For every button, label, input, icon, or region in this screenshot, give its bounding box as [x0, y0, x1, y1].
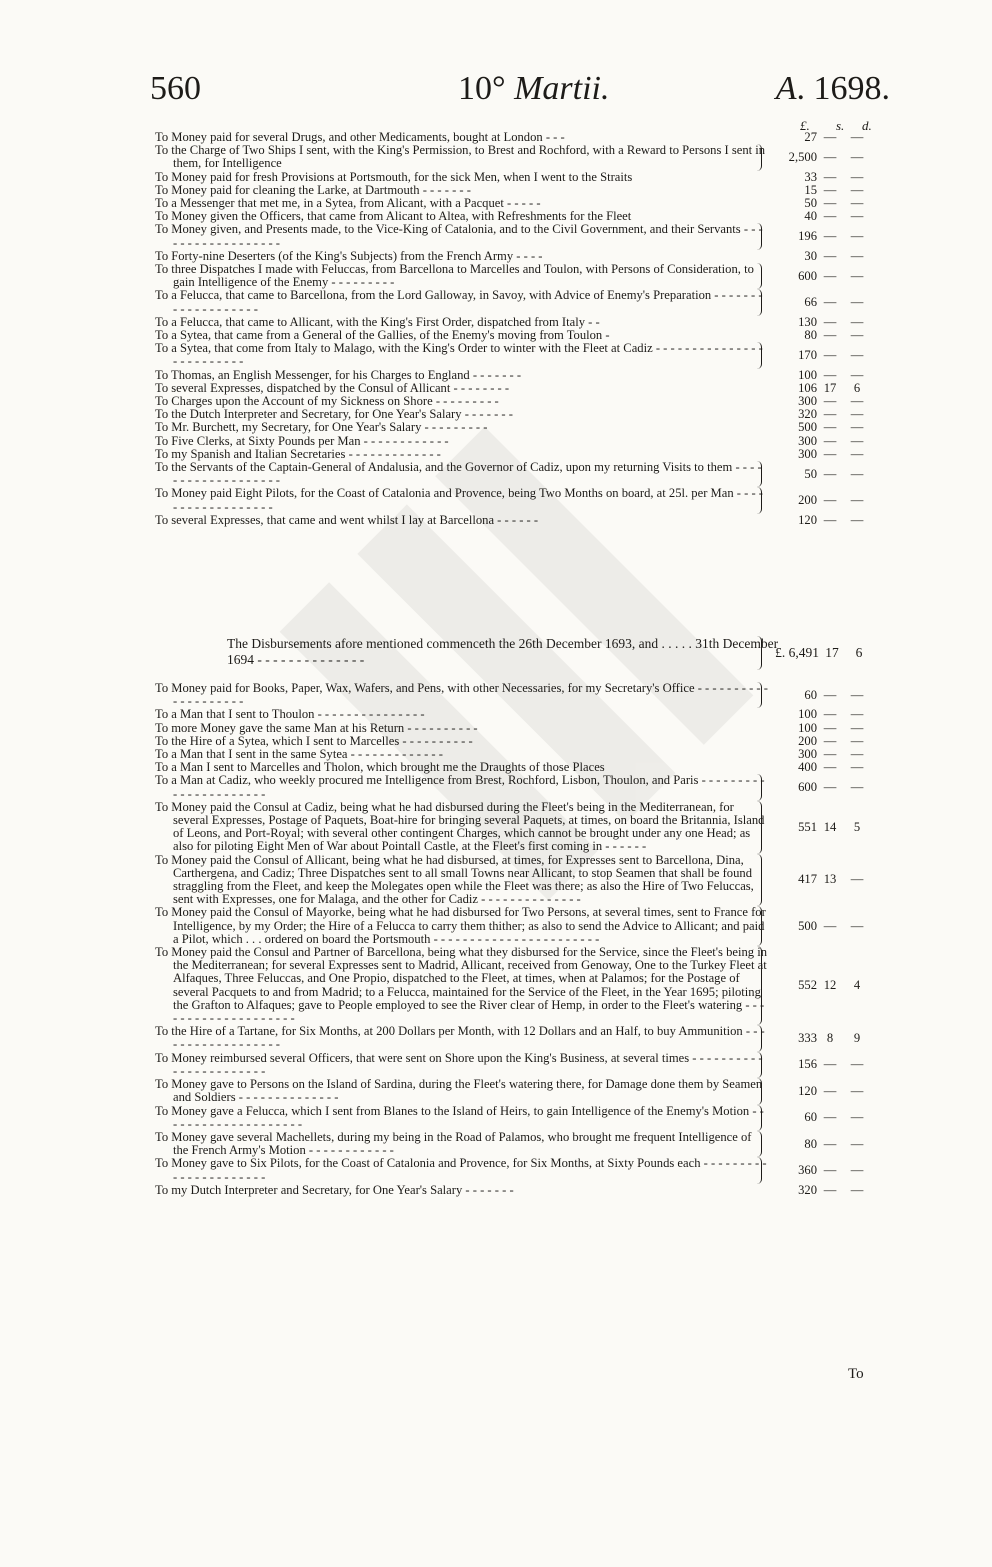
- amount-pounds: 15: [804, 182, 817, 197]
- amount-pence: —: [850, 314, 864, 329]
- entry-amount: [763, 1157, 875, 1183]
- amount-shillings: —: [823, 1136, 837, 1151]
- ledger-entry: [155, 171, 875, 184]
- entry-amount: [763, 461, 875, 487]
- amount-pounds: 200: [798, 493, 817, 508]
- entry-brace: [755, 801, 762, 854]
- amount-shillings: —: [823, 295, 837, 310]
- amount-pence: —: [850, 1057, 864, 1072]
- amount-shillings: —: [823, 182, 837, 197]
- entry-description: To a Sytea, that come from Italy to Malago, with the King's Order to winter with the Fleet at Cadiz - - - - - - - - - - - - - - - - - - - - - - - - -: [155, 341, 763, 369]
- entry-brace: [755, 1052, 762, 1078]
- amount-pence: —: [850, 1162, 864, 1177]
- amount-pence: —: [850, 394, 864, 409]
- ledger-entry: [155, 223, 875, 249]
- entry-brace: [755, 774, 762, 800]
- amount-shillings: —: [823, 314, 837, 329]
- amount-pence: 9: [853, 1030, 861, 1045]
- entry-amount: [763, 774, 875, 800]
- entry-amount: [763, 906, 875, 946]
- entry-brace: [755, 223, 762, 249]
- summary-row: [155, 636, 875, 670]
- entry-description: To Money paid for fresh Provisions at Portsmouth, for the sick Men, when I went to the Straits: [155, 169, 633, 184]
- amount-pounds: 500: [798, 420, 817, 435]
- entry-brace: [755, 906, 762, 946]
- amount-shillings: —: [823, 1057, 837, 1072]
- entry-amount: [763, 1131, 875, 1157]
- entry-brace: [755, 263, 762, 289]
- amount-shillings: —: [823, 268, 837, 283]
- entry-amount: [763, 1105, 875, 1131]
- amount-shillings: —: [823, 130, 837, 144]
- shillings-header: s.: [836, 118, 845, 133]
- amount-shillings: —: [823, 747, 837, 762]
- amount-pence: —: [850, 268, 864, 283]
- amount-pence: —: [850, 347, 864, 362]
- amount-pence: —: [850, 707, 864, 722]
- entry-description: To Five Clerks, at Sixty Pounds per Man - - - - - - - - - - - -: [155, 433, 449, 448]
- amount-pence: —: [850, 182, 864, 197]
- ledger-entry: [155, 1131, 875, 1157]
- amount-shillings: —: [823, 1083, 837, 1098]
- entry-brace: [755, 946, 762, 1025]
- ledger-entry: [155, 708, 875, 721]
- entry-brace: [755, 1157, 762, 1183]
- ledger-entry: [155, 1157, 875, 1183]
- amount-pounds: 60: [804, 1110, 817, 1125]
- entry-description: To Forty-nine Deserters (of the King's Subjects) from the French Army - - - -: [155, 248, 543, 263]
- entry-amount: [763, 801, 875, 854]
- entry-amount: [763, 708, 875, 721]
- entry-description: To a Man that I sent to Thoulon - - - - - - - - - - - - - - -: [155, 707, 425, 722]
- entry-amount: [763, 171, 875, 184]
- amount-pence: —: [850, 733, 864, 748]
- amount-pence: —: [850, 367, 864, 382]
- amount-pounds: 50: [804, 466, 817, 481]
- amount-pounds: 60: [804, 687, 817, 702]
- catchword: To: [848, 1366, 864, 1382]
- entry-amount: [763, 448, 875, 461]
- entry-brace: [755, 1131, 762, 1157]
- amount-pence: —: [850, 229, 864, 244]
- amount-pounds: 196: [798, 229, 817, 244]
- ledger-entry: [155, 1184, 875, 1197]
- entry-description: To the Servants of the Captain-General of Andalusia, and the Governor of Cadiz, upon my returning Visits to them - - - - - - - - - - - - - - - - - - -: [155, 460, 762, 488]
- entry-description: To Money paid the Consul at Cadiz, being what he had disbursed during the Fleet's being in the Mediterranean, for several Expresses, Postage of Paquets, Boat-hire for bringing several Paquets, at times, on board the Britannia, Island of Leons, and Port-Royal; with several other contingent Charges, which cannot be brought under any one Head; as also for piloting Eight Men of War about Pointall Castle, at the Fleet's first coming in - - - - - -: [155, 799, 765, 854]
- ledger-entry: [155, 487, 875, 513]
- ledger-entry: [155, 854, 875, 907]
- ledger-entry: [155, 801, 875, 854]
- amount-pence: —: [850, 918, 864, 933]
- amount-shillings: —: [823, 169, 837, 184]
- amount-pence: —: [850, 493, 864, 508]
- summary-text: The Disbursements afore mentioned commenceth the 26th December 1693, and . . . . . 31th December 1694 - - - - - - - - - - - - - -: [227, 636, 779, 667]
- amount-pence: —: [850, 1136, 864, 1151]
- amount-pounds: 80: [804, 328, 817, 343]
- entry-description: To Money given the Officers, that came from Alicant to Altea, with Refreshments for the Fleet: [155, 209, 632, 224]
- entry-description: To a Messenger that met me, in a Sytea, from Alicant, with a Pacquet - - - - -: [155, 196, 541, 211]
- entry-amount: [763, 263, 875, 289]
- summary-brace: [755, 636, 762, 670]
- entry-description: To the Hire of a Tartane, for Six Months, at 200 Dollars per Month, with 12 Dollars and an Half, to buy Ammunition - - - - - - - - - - - - - - - - - -: [155, 1024, 765, 1052]
- page-date: 10° Martii.: [458, 70, 610, 107]
- amount-pounds: 80: [804, 1136, 817, 1151]
- entry-description: To several Expresses, that came and went whilst I lay at Barcellona - - - - - -: [155, 512, 539, 527]
- entry-description: To Money paid for cleaning the Larke, at Dartmouth - - - - - - -: [155, 182, 471, 197]
- amount-shillings: —: [823, 1182, 837, 1197]
- entry-description: To Money gave to Six Pilots, for the Coast of Catalonia and Provence, for Six Months, at Sixty Pounds each - - - - - - - - - - - - - - - - - - - - - -: [155, 1156, 767, 1184]
- entry-brace: [755, 461, 762, 487]
- amount-shillings: —: [823, 1110, 837, 1125]
- entry-brace: [755, 682, 762, 708]
- amount-pence: —: [850, 149, 864, 164]
- ledger-entry: [155, 342, 875, 368]
- amount-pounds: 552: [798, 978, 817, 993]
- amount-pence: —: [850, 747, 864, 762]
- amount-pence: —: [850, 1083, 864, 1098]
- amount-pence: —: [850, 196, 864, 211]
- entry-amount: [763, 946, 875, 1025]
- entry-amount: [763, 144, 875, 170]
- ledger-entry: [155, 682, 875, 708]
- entry-amount: [763, 761, 875, 774]
- amount-pounds: 417: [798, 872, 817, 887]
- amount-shillings: 8: [826, 1030, 834, 1045]
- entry-amount: [763, 289, 875, 315]
- amount-shillings: 12: [823, 978, 837, 993]
- entry-amount: [763, 131, 875, 144]
- amount-shillings: —: [823, 149, 837, 164]
- amount-shillings: —: [823, 196, 837, 211]
- amount-shillings: —: [823, 760, 837, 775]
- ledger-entry: [155, 289, 875, 315]
- amount-pounds: 156: [798, 1057, 817, 1072]
- page-number: 560: [150, 70, 201, 107]
- amount-pounds: 360: [798, 1162, 817, 1177]
- entry-amount: [763, 329, 875, 342]
- entry-description: To my Spanish and Italian Secretaries - - - - - - - - - - - - -: [155, 446, 441, 461]
- entry-description: To a Felucca, that came to Barcellona, from the Lord Galloway, in Savoy, with Advice of Enemy's Preparation - - - - - - - - - - - - - - - - - - -: [155, 288, 763, 316]
- entry-amount: [763, 1184, 875, 1197]
- amount-shillings: —: [823, 446, 837, 461]
- amount-pence: —: [850, 433, 864, 448]
- amount-pounds: 300: [798, 394, 817, 409]
- amount-pence: 5: [853, 819, 861, 834]
- ledger-entry: [155, 906, 875, 946]
- entry-description: To Money gave to Persons on the Island of Sardina, during the Fleet's watering there, for Damage done them by Seamen and Soldiers - - - - - - - - - - - - - -: [155, 1077, 763, 1105]
- amount-pounds: 170: [798, 347, 817, 362]
- amount-pounds: 120: [798, 512, 817, 527]
- amount-pounds: 300: [798, 433, 817, 448]
- pence-header: d.: [862, 118, 872, 133]
- amount-pounds: 50: [804, 196, 817, 211]
- amount-pence: 4: [853, 978, 861, 993]
- ledger-entry: [155, 514, 875, 527]
- entry-amount: [763, 210, 875, 223]
- ledger-entry: [155, 774, 875, 800]
- amount-pence: —: [850, 328, 864, 343]
- entry-description: To Money paid for several Drugs, and other Medicaments, bought at London - - -: [155, 130, 565, 144]
- ledger-entry: [155, 722, 875, 735]
- amount-pounds: 100: [798, 367, 817, 382]
- amount-pounds: 2,500: [788, 149, 817, 164]
- entry-amount: [763, 682, 875, 708]
- entry-description: To a Man that I sent in the same Sytea - - - - - - - - - - - - -: [155, 747, 443, 762]
- amount-pounds: 500: [798, 918, 817, 933]
- entry-amount: [763, 369, 875, 382]
- amount-pounds: 100: [798, 720, 817, 735]
- amount-pounds: 600: [798, 268, 817, 283]
- amount-pence: —: [850, 760, 864, 775]
- amount-pence: —: [850, 248, 864, 263]
- entry-description: To Money paid for Books, Paper, Wax, Wafers, and Pens, with other Necessaries, for my Secretary's Office - - - - - - - - - - - - - - - - - - - -: [155, 681, 768, 709]
- amount-pence: —: [850, 687, 864, 702]
- entry-description: To Mr. Burchett, my Secretary, for One Year's Salary - - - - - - - - -: [155, 420, 488, 435]
- entry-amount: [763, 421, 875, 434]
- entry-amount: [763, 1025, 875, 1051]
- entry-amount: [763, 1052, 875, 1078]
- amount-pence: —: [850, 407, 864, 422]
- entry-description: To a Sytea, that came from a General of the Gallies, of the Enemy's moving from Toulon -: [155, 328, 610, 343]
- amount-pounds: 120: [798, 1083, 817, 1098]
- entry-amount: [763, 435, 875, 448]
- amount-shillings: —: [823, 328, 837, 343]
- amount-pence: —: [850, 720, 864, 735]
- ledger-entry: [155, 461, 875, 487]
- amount-pence: —: [850, 512, 864, 527]
- entry-brace: [755, 1025, 762, 1051]
- entry-brace: [755, 1078, 762, 1104]
- amount-pounds: 320: [798, 1182, 817, 1197]
- amount-pounds: 400: [798, 760, 817, 775]
- amount-pence: —: [850, 209, 864, 224]
- pounds-header: £.: [800, 118, 810, 133]
- entry-description: To Money given, and Presents made, to the Vice-King of Catalonia, and to the Civil Government, and their Servants - - - - - - - - - - - - - - - - - -: [155, 222, 763, 250]
- entry-amount: [763, 854, 875, 907]
- amount-shillings: —: [823, 248, 837, 263]
- amount-pence: —: [850, 446, 864, 461]
- amount-pence: —: [850, 1110, 864, 1125]
- amount-pounds: 40: [804, 209, 817, 224]
- entry-brace: [755, 854, 762, 907]
- ledger-entry: [155, 1078, 875, 1104]
- amount-shillings: —: [823, 720, 837, 735]
- amount-shillings: 13: [823, 872, 837, 887]
- entry-amount: [763, 250, 875, 263]
- amount-pounds: 300: [798, 446, 817, 461]
- amount-shillings: —: [823, 512, 837, 527]
- amount-pence: —: [850, 466, 864, 481]
- amount-shillings: —: [823, 420, 837, 435]
- entry-description: To Money reimbursed several Officers, that were sent on Shore upon the King's Business, at several times - - - - - - - - - - - - - - - - - - - - - - -: [155, 1050, 763, 1078]
- amount-pounds: 30: [804, 248, 817, 263]
- ledger-section-1: [155, 131, 875, 527]
- entry-amount: [763, 487, 875, 513]
- entry-description: To several Expresses, dispatched by the Consul of Allicant - - - - - - - -: [155, 380, 510, 395]
- amount-pounds: 320: [798, 407, 817, 422]
- amount-pounds: 106: [798, 380, 817, 395]
- entry-description: To Money paid the Consul of Allicant, being what he had disbursed, at times, for Expresses sent to Barcellona, Dina, Carthergena, and Cadiz; Three Dispatches sent to all small Towns near Allicant, to stop Seamen that shall be found straggling from the Fleet, and keep the Molegates open while the Fleet was there; as also the Hire of Two Feluccas, sent with Expresses, one for Malaga, and the other for Cadiz - - - - - - - - - - - - - -: [155, 852, 754, 907]
- amount-pounds: 551: [798, 819, 817, 834]
- amount-shillings: —: [823, 918, 837, 933]
- amount-shillings: —: [823, 1162, 837, 1177]
- amount-pounds: 200: [798, 733, 817, 748]
- amount-pounds: 300: [798, 747, 817, 762]
- entry-description: To a Man at Cadiz, who weekly procured me Intelligence from Brest, Rochford, Lisbon, Thoulon, and Paris - - - - - - - - - - - - - - - - - - - - - -: [155, 773, 765, 801]
- amount-shillings: —: [823, 394, 837, 409]
- ledger-entry: [155, 1052, 875, 1078]
- ledger-entry: [155, 435, 875, 448]
- entry-description: To Money gave a Felucca, which I sent from Blanes to the Island of Heirs, to gain Intelligence of the Enemy's Motion - - - - - - - - - - - - - - - - - - - -: [155, 1103, 764, 1131]
- amount-pence: —: [850, 872, 864, 887]
- entry-brace: [755, 289, 762, 315]
- amount-pounds: 27: [804, 130, 817, 144]
- amount-shillings: —: [823, 229, 837, 244]
- amount-shillings: —: [823, 707, 837, 722]
- entry-amount: [763, 722, 875, 735]
- entry-description: To Thomas, an English Messenger, for his Charges to England - - - - - - -: [155, 367, 522, 382]
- amount-shillings: —: [823, 687, 837, 702]
- ledger-entry: [155, 369, 875, 382]
- amount-pounds: 130: [798, 314, 817, 329]
- ledger-entry: [155, 144, 875, 170]
- amount-pence: —: [850, 130, 864, 144]
- amount-shillings: —: [823, 367, 837, 382]
- amount-pence: —: [850, 169, 864, 184]
- amount-pence: —: [850, 1182, 864, 1197]
- entry-description: To my Dutch Interpreter and Secretary, for One Year's Salary - - - - - - -: [155, 1182, 514, 1197]
- entry-brace: [755, 144, 762, 170]
- entry-description: To the Hire of a Sytea, which I sent to Marcelles - - - - - - - - - -: [155, 733, 473, 748]
- entry-description: To the Charge of Two Ships I sent, with the King's Permission, to Brest and Rochford, with a Reward to Persons I sent in them, for Intelligence: [155, 143, 766, 171]
- amount-shillings: —: [823, 407, 837, 422]
- amount-pence: —: [850, 420, 864, 435]
- ledger-section-2: [155, 682, 875, 1197]
- amount-pounds: 33: [804, 169, 817, 184]
- entry-brace: [755, 342, 762, 368]
- entry-description: To the Dutch Interpreter and Secretary, for One Year's Salary - - - - - - -: [155, 407, 513, 422]
- summary-total: £. 6,491 17 6: [775, 645, 863, 661]
- amount-pounds: 600: [798, 780, 817, 795]
- entry-brace: [755, 487, 762, 513]
- entry-amount: [763, 1078, 875, 1104]
- entry-description: To three Dispatches I made with Feluccas, from Barcellona to Marcelles and Toulon, with Persons of Consideration, to gain Intelligence of the Enemy - - - - - - - - -: [155, 262, 754, 290]
- entry-description: To a Felucca, that came to Allicant, with the King's First Order, dispatched from Italy - -: [155, 314, 600, 329]
- entry-description: To more Money gave the same Man at his Return - - - - - - - - - -: [155, 720, 478, 735]
- amount-pounds: 66: [804, 295, 817, 310]
- ledger-entry: [155, 1105, 875, 1131]
- entry-description: To Charges upon the Account of my Sickness on Shore - - - - - - - - -: [155, 394, 499, 409]
- amount-shillings: 17: [823, 380, 837, 395]
- entry-description: To Money paid the Consul of Mayorke, being what he had disbursed for Two Persons, at several times, sent to France for Intelligence, by my Order; the Hire of a Felucca to carry them thither; as also to send the Advice to Allicant; and paid a Pilot, which . . . ordered on board the Portsmouth - - - - - - - - - - - - - - - - - - - - - - -: [155, 905, 766, 946]
- amount-pence: —: [850, 295, 864, 310]
- page-year: A. 1698.: [775, 70, 890, 107]
- entry-amount: [763, 342, 875, 368]
- ledger-entry: [155, 1025, 875, 1051]
- amount-shillings: —: [823, 209, 837, 224]
- entry-description: To a Man I sent to Marcelles and Tholon, which brought me the Draughts of those Places: [155, 760, 605, 775]
- amount-shillings: —: [823, 493, 837, 508]
- entry-amount: [763, 223, 875, 249]
- entry-brace: [755, 1105, 762, 1131]
- entry-description: To Money gave several Machellets, during my being in the Road of Palamos, who brought me frequent Intelligence of the French Army's Motion - - - - - - - - - - - -: [155, 1129, 752, 1158]
- amount-shillings: —: [823, 347, 837, 362]
- entry-description: To Money paid the Consul and Partner of Barcellona, being what they disbursed for the Service, since the Fleet's being in the Mediterranean; for several Expresses sent to Madrid, Allicant, received from Genoway, One to the Turkey Fleet at Alfaques, Three Feluccas, and One Propio, dispatched to the Fleet, at times, when at Palamos; for the Postage of several Pacquets to and from Madrid; to a Felucca, maintained for the Service of the Fleet, in the Year 1695; piloting the Grafton to Alfaques; gave to People employed to see the River clear of Hemp, in order to the Fleet's watering - - - - - - - - - - - - - - - - - - - -: [155, 945, 768, 1026]
- amount-pounds: 100: [798, 707, 817, 722]
- amount-shillings: —: [823, 433, 837, 448]
- ledger-entry: [155, 421, 875, 434]
- entry-amount: [763, 514, 875, 527]
- amount-pence: 6: [853, 380, 861, 395]
- amount-shillings: —: [823, 733, 837, 748]
- amount-shillings: 14: [823, 819, 837, 834]
- ledger-entry: [155, 946, 875, 1025]
- entry-description: To Money paid Eight Pilots, for the Coast of Catalonia and Provence, being Two Months on board, at 25l. per Man - - - - - - - - - - - - - - - - - -: [155, 486, 763, 514]
- amount-shillings: —: [823, 466, 837, 481]
- amount-pence: —: [850, 780, 864, 795]
- amount-pounds: 333: [798, 1030, 817, 1045]
- page-header: [150, 70, 890, 114]
- amount-shillings: —: [823, 780, 837, 795]
- ledger-entry: [155, 263, 875, 289]
